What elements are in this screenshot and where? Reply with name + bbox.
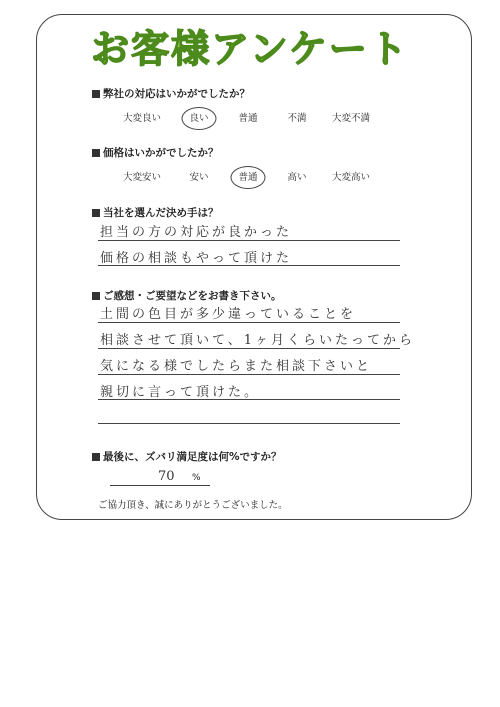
answer-rule — [98, 399, 400, 400]
question-service — [92, 86, 250, 101]
question-price — [92, 145, 219, 160]
comments-answer-line: 気になる様でしたらまた相談下さいと — [100, 359, 373, 374]
square-bullet-icon — [92, 292, 100, 300]
price-option-normal[interactable] — [238, 169, 257, 183]
circled-choice: 普通 — [230, 166, 265, 189]
deciding-factor-answer-line: 価格の相談もやって頂けた — [100, 251, 293, 266]
page-title: お客様アンケート — [91, 27, 409, 71]
price-option-expensive[interactable]: 高い — [287, 172, 307, 183]
satisfaction-value: 70 — [158, 469, 175, 484]
square-bullet-icon — [92, 453, 100, 461]
comments-answer-line: 土間の色目が多少違っていることを — [100, 307, 357, 322]
answer-rule — [98, 374, 400, 375]
satisfaction-unit: % — [192, 473, 201, 483]
answer-rule — [98, 423, 400, 424]
question-satisfaction — [92, 449, 282, 464]
question-service-text: 弊社の対応はいかがでしたか？ — [103, 88, 250, 100]
price-option-very-expensive[interactable]: 大変高い — [331, 172, 371, 183]
question-comments — [92, 288, 282, 303]
question-price-text: 価格はいかがでしたか？ — [103, 147, 219, 159]
service-option-normal[interactable]: 普通 — [238, 113, 258, 124]
answer-rule — [98, 265, 400, 266]
question-deciding-factor — [92, 205, 219, 220]
deciding-factor-answer-line: 担当の方の対応が良かった — [100, 225, 293, 240]
satisfaction-rule — [110, 485, 210, 486]
price-option-very-cheap[interactable]: 大変安い — [122, 172, 162, 183]
answer-rule — [98, 322, 400, 323]
question-deciding-factor-text: 当社を選んだ決め手は？ — [103, 207, 219, 219]
answer-rule — [98, 240, 400, 241]
square-bullet-icon — [92, 209, 100, 217]
comments-answer-line: 相談させて頂いて、1ヶ月くらいたってから — [100, 333, 416, 348]
question-satisfaction-text: 最後に、ズバリ満足度は何%ですか？ — [103, 451, 282, 463]
service-option-very-good[interactable]: 大変良い — [122, 113, 162, 124]
answer-rule — [98, 348, 400, 349]
circled-choice: 良い — [181, 107, 216, 130]
service-option-very-dissatisfied[interactable]: 大変不満 — [331, 113, 371, 124]
thank-you-note: ご協力頂き、誠にありがとうございました。 — [98, 500, 288, 511]
comments-answer-line: 親切に言って頂けた。 — [100, 385, 261, 400]
service-option-good[interactable] — [189, 110, 208, 124]
question-comments-text: ご感想・ご要望などをお書き下さい。 — [103, 290, 282, 302]
service-option-dissatisfied[interactable]: 不満 — [287, 113, 307, 124]
price-option-cheap[interactable]: 安い — [189, 172, 209, 183]
square-bullet-icon — [92, 90, 100, 98]
square-bullet-icon — [92, 149, 100, 157]
